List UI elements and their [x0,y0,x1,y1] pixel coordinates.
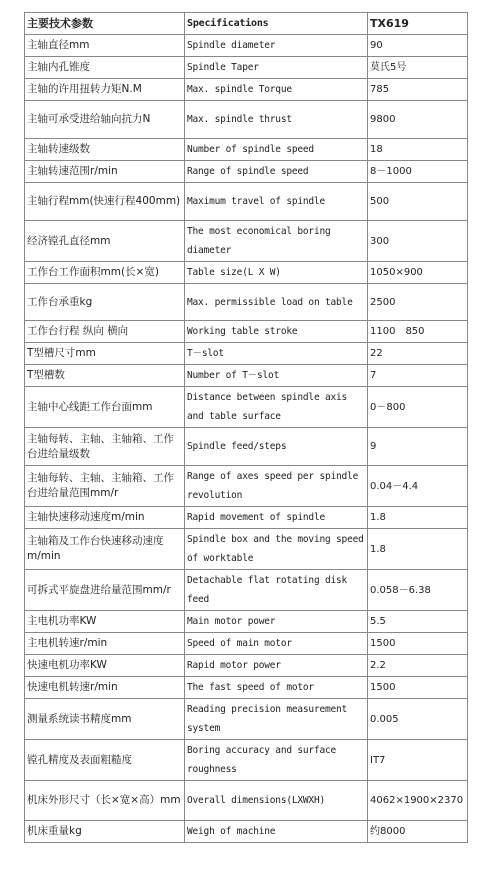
param-name-en: Number of spindle speed [185,139,368,161]
table-row [25,821,468,843]
param-name-en: Distance between spindle axis and table surface [185,387,368,428]
table-row [25,57,468,79]
param-value: 2.2 [368,655,468,677]
param-name-cn: 工作台承重kg [25,284,185,321]
param-name-en: Reading precision measurement system [185,699,368,740]
param-value: 1100 850 [368,321,468,343]
param-name-en: Working table stroke [185,321,368,343]
table-row [25,221,468,262]
param-name-cn: 主轴转速级数 [25,139,185,161]
param-name-en: Weigh of machine [185,821,368,843]
param-value: 4062×1900×2370 [368,781,468,821]
param-value: 1500 [368,677,468,699]
table-row [25,262,468,284]
param-name-en: Number of T－slot [185,365,368,387]
param-name-cn: 测量系统读书精度mm [25,699,185,740]
param-value: 1.8 [368,507,468,529]
table-row [25,101,468,139]
table-row [25,387,468,428]
param-name-cn: 主轴转速范围r/min [25,161,185,183]
param-name-cn: 快速电机功率KW [25,655,185,677]
param-name-cn: 主轴行程mm(快速行程400mm) [25,183,185,221]
param-name-cn: 主轴箱及工作台快速移动速度m/min [25,529,185,570]
param-name-en: Rapid movement of spindle [185,507,368,529]
table-row [25,428,468,466]
param-name-en: Spindle box and the moving speed of worktable [185,529,368,570]
table-row [25,677,468,699]
param-name-en: Max. spindle Torque [185,79,368,101]
table-row [25,781,468,821]
param-value: 7 [368,365,468,387]
table-row [25,611,468,633]
table-row [25,183,468,221]
param-name-cn: 快速电机转速r/min [25,677,185,699]
param-value: 0－800 [368,387,468,428]
param-value: 500 [368,183,468,221]
table-row [25,699,468,740]
table-row [25,466,468,507]
param-name-cn: 主轴可承受进给轴向抗力N [25,101,185,139]
param-name-cn: 主轴中心线距工作台面mm [25,387,185,428]
param-name-en: The most economical boring diameter [185,221,368,262]
header-specifications: Specifications [185,13,368,35]
param-name-cn: 机床外形尺寸（长×宽×高）mm [25,781,185,821]
param-name-en: Spindle diameter [185,35,368,57]
param-name-cn: 主电机转速r/min [25,633,185,655]
param-name-cn: T型槽数 [25,365,185,387]
table-header-row [25,13,468,35]
param-name-en: T－slot [185,343,368,365]
param-value: 300 [368,221,468,262]
param-name-cn: 工作台工作面积mm(长×宽) [25,262,185,284]
table-row [25,79,468,101]
param-name-cn: 主轴的许用扭转力矩N.M [25,79,185,101]
param-value: 785 [368,79,468,101]
table-row [25,529,468,570]
param-name-cn: 机床重量kg [25,821,185,843]
param-value: 0.058－6.38 [368,570,468,611]
param-value: 18 [368,139,468,161]
param-name-en: Table size(L X W) [185,262,368,284]
table-row [25,570,468,611]
param-name-cn: 经济镗孔直径mm [25,221,185,262]
param-name-en: Detachable flat rotating disk feed [185,570,368,611]
param-value: 5.5 [368,611,468,633]
param-value: 0.005 [368,699,468,740]
param-value: IT7 [368,740,468,781]
param-value: 9800 [368,101,468,139]
table-row [25,365,468,387]
param-value: 莫氏5号 [368,57,468,79]
param-value: 1.8 [368,529,468,570]
param-name-cn: 主电机功率KW [25,611,185,633]
param-value: 9 [368,428,468,466]
param-name-en: The fast speed of motor [185,677,368,699]
table-row [25,35,468,57]
param-name-en: Range of spindle speed [185,161,368,183]
table-row [25,507,468,529]
param-name-cn: 主轴直径mm [25,35,185,57]
param-value: 1500 [368,633,468,655]
table-row [25,343,468,365]
param-name-cn: 镗孔精度及表面粗糙度 [25,740,185,781]
param-name-en: Speed of main motor [185,633,368,655]
param-name-cn: 可拆式平旋盘进给量范围mm/r [25,570,185,611]
param-name-en: Rapid motor power [185,655,368,677]
param-name-en: Maximum travel of spindle [185,183,368,221]
table-row [25,740,468,781]
param-name-en: Max. spindle thrust [185,101,368,139]
param-name-en: Boring accuracy and surface roughness [185,740,368,781]
param-name-cn: T型槽尺寸mm [25,343,185,365]
header-main-params: 主要技术参数 [25,13,185,35]
param-value: 22 [368,343,468,365]
param-name-cn: 主轴内孔锥度 [25,57,185,79]
table-row [25,321,468,343]
param-value: 2500 [368,284,468,321]
param-name-en: Range of axes speed per spindle revolution [185,466,368,507]
param-name-cn: 主轴每转、主轴、主轴箱、工作台进给量级数 [25,428,185,466]
param-name-cn: 主轴快速移动速度m/min [25,507,185,529]
param-value: 8－1000 [368,161,468,183]
param-name-en: Spindle feed/steps [185,428,368,466]
param-value: 90 [368,35,468,57]
param-name-cn: 主轴每转、主轴、主轴箱、工作台进给量范围mm/r [25,466,185,507]
table-row [25,655,468,677]
param-name-cn: 工作台行程 纵向 横向 [25,321,185,343]
param-name-en: Main motor power [185,611,368,633]
table-row [25,633,468,655]
table-row [25,284,468,321]
header-model: TX619 [368,13,468,35]
param-name-en: Max. permissible load on table [185,284,368,321]
param-name-en: Spindle Taper [185,57,368,79]
param-value: 0.04－4.4 [368,466,468,507]
table-row [25,161,468,183]
param-value: 1050×900 [368,262,468,284]
param-value: 约8000 [368,821,468,843]
spec-table [24,12,468,843]
table-row [25,139,468,161]
param-name-en: Overall dimensions(LXWXH) [185,781,368,821]
